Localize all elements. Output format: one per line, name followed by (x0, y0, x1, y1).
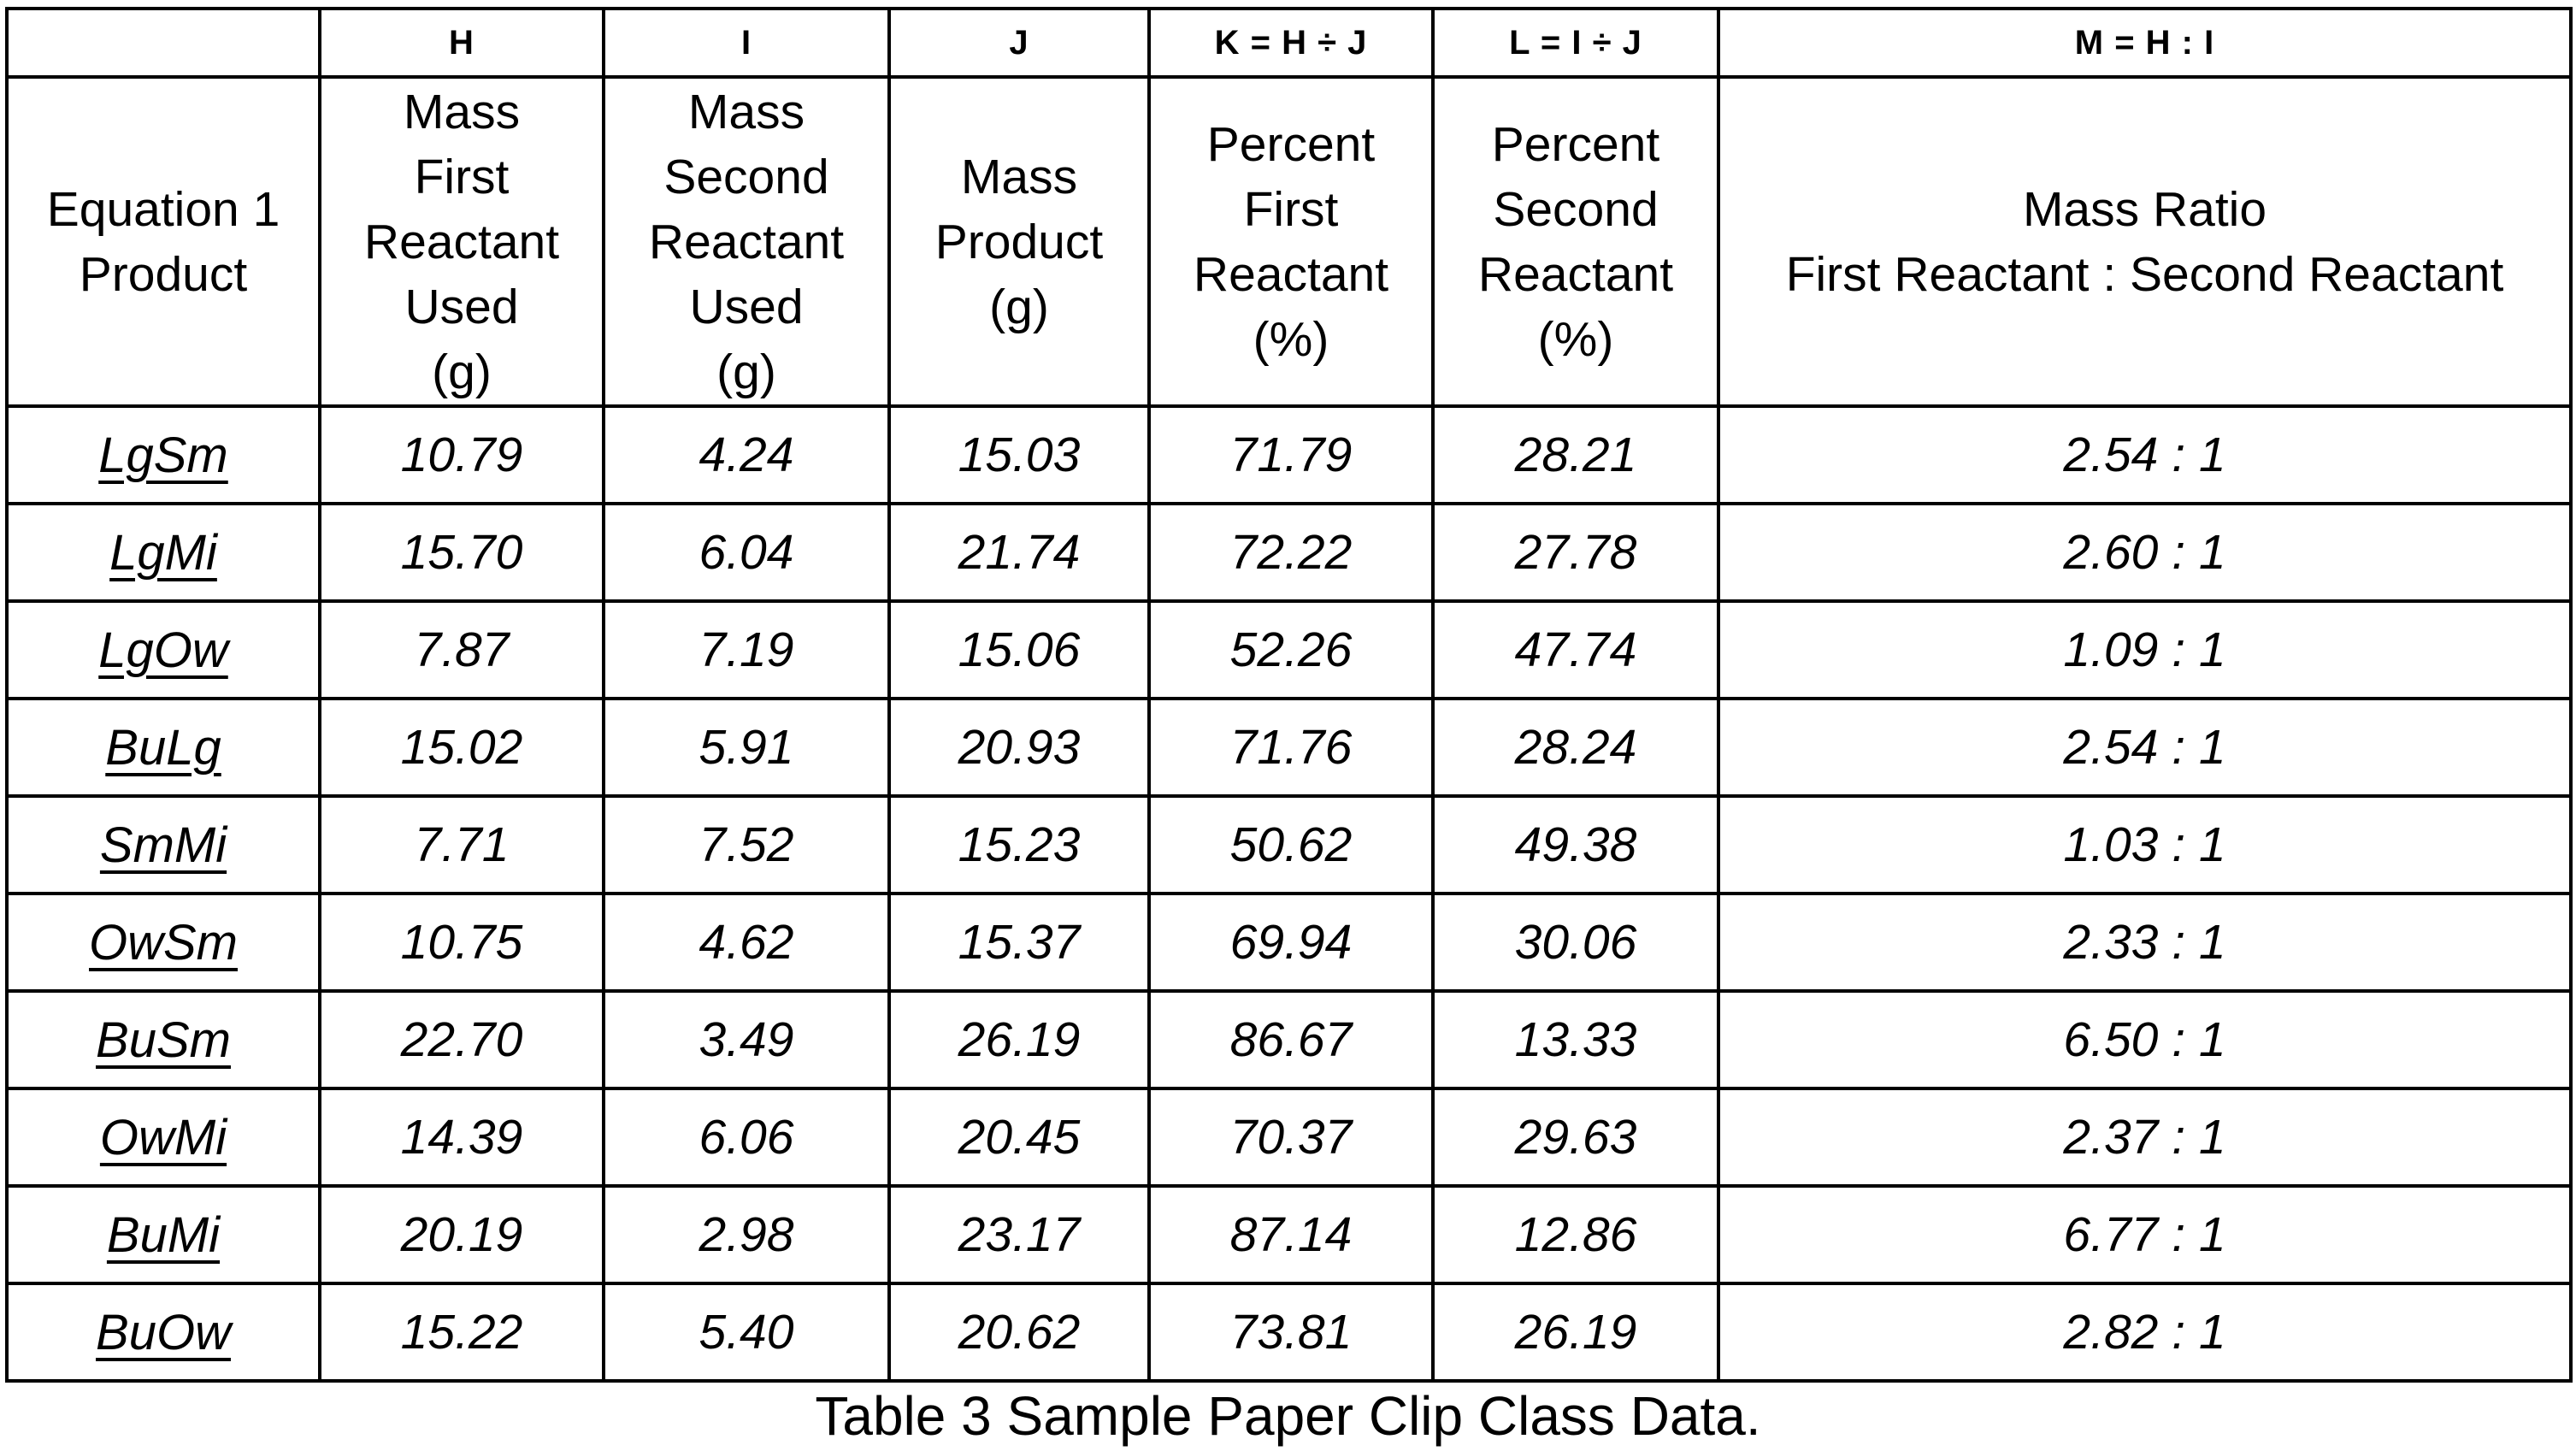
header-label: Mass First Reactant Used (g) (363, 84, 560, 399)
mass-ratio-cell: 1.09 : 1 (1718, 601, 2571, 699)
product-cell (7, 894, 320, 991)
column-letter: H (449, 23, 475, 62)
header-label: Percent Second Reactant (%) (1477, 116, 1674, 367)
percent-second-cell: 27.78 (1433, 504, 1718, 601)
mass-product-cell: 15.23 (889, 796, 1149, 894)
column-letter-row (7, 9, 2571, 77)
mass-product-cell: 21.74 (889, 504, 1149, 601)
percent-second-cell: 30.06 (1433, 894, 1718, 991)
table-caption: Table 3 Sample Paper Clip Class Data. (815, 1385, 1761, 1447)
mass-first-cell: 7.87 (320, 601, 604, 699)
percent-second-cell: 28.24 (1433, 699, 1718, 796)
column-letter: J (1009, 23, 1029, 62)
product-cell (7, 601, 320, 699)
percent-first-cell: 71.79 (1149, 406, 1433, 504)
mass-second-cell: 6.06 (604, 1088, 889, 1186)
product-cell (7, 1186, 320, 1283)
percent-first-cell: 72.22 (1149, 504, 1433, 601)
table-row (7, 894, 2571, 991)
mass-second-cell: 5.91 (604, 699, 889, 796)
percent-first-cell: 69.94 (1149, 894, 1433, 991)
table-row (7, 796, 2571, 894)
column-formula: M = H : I (2074, 23, 2215, 62)
percent-second-cell: 29.63 (1433, 1088, 1718, 1186)
product-name: LgOw (98, 622, 228, 678)
sample-data-table (5, 7, 2573, 1383)
percent-first-cell: 50.62 (1149, 796, 1433, 894)
mass-first-cell: 10.75 (320, 894, 604, 991)
mass-second-cell: 6.04 (604, 504, 889, 601)
column-formula: L = I ÷ J (1509, 23, 1642, 62)
mass-second-cell: 5.40 (604, 1283, 889, 1381)
percent-first-cell: 71.76 (1149, 699, 1433, 796)
percent-second-cell: 28.21 (1433, 406, 1718, 504)
mass-second-cell: 4.62 (604, 894, 889, 991)
mass-ratio-cell: 2.82 : 1 (1718, 1283, 2571, 1381)
data-table-container (5, 7, 2573, 1383)
header-cell-mass-ratio (1718, 77, 2571, 406)
header-label: Percent First Reactant (%) (1193, 116, 1389, 367)
mass-ratio-cell: 2.37 : 1 (1718, 1088, 2571, 1186)
mass-ratio-cell: 2.60 : 1 (1718, 504, 2571, 601)
product-name: OwMi (99, 1109, 227, 1165)
column-header-row (7, 77, 2571, 406)
product-cell (7, 991, 320, 1088)
header-label: Equation 1 Product (46, 181, 280, 302)
header-cell-product (7, 77, 320, 406)
percent-first-cell: 52.26 (1149, 601, 1433, 699)
mass-first-cell: 10.79 (320, 406, 604, 504)
percent-second-cell: 49.38 (1433, 796, 1718, 894)
product-cell (7, 504, 320, 601)
product-cell (7, 406, 320, 504)
product-cell (7, 1088, 320, 1186)
mass-product-cell: 15.37 (889, 894, 1149, 991)
percent-second-cell: 13.33 (1433, 991, 1718, 1088)
table-row (7, 1283, 2571, 1381)
header-label: Mass Product (g) (934, 149, 1104, 334)
header-cell-percent-second (1433, 77, 1718, 406)
table-row (7, 699, 2571, 796)
product-cell (7, 699, 320, 796)
product-cell (7, 1283, 320, 1381)
mass-ratio-cell: 6.50 : 1 (1718, 991, 2571, 1088)
header-cell-mass-product (889, 77, 1149, 406)
percent-second-cell: 12.86 (1433, 1186, 1718, 1283)
column-formula: K = H ÷ J (1214, 23, 1368, 62)
header-cell-mass-second (604, 77, 889, 406)
table-row (7, 406, 2571, 504)
product-name: BuMi (106, 1206, 221, 1263)
letter-cell-i (604, 9, 889, 77)
table-row (7, 1088, 2571, 1186)
mass-ratio-cell: 1.03 : 1 (1718, 796, 2571, 894)
product-name: BuLg (105, 719, 221, 776)
product-cell (7, 796, 320, 894)
product-name: LgSm (98, 427, 228, 483)
product-name: LgMi (109, 524, 217, 581)
mass-product-cell: 20.62 (889, 1283, 1149, 1381)
mass-product-cell: 20.45 (889, 1088, 1149, 1186)
mass-ratio-cell: 2.33 : 1 (1718, 894, 2571, 991)
mass-first-cell: 15.70 (320, 504, 604, 601)
header-cell-mass-first (320, 77, 604, 406)
table-row (7, 504, 2571, 601)
mass-first-cell: 14.39 (320, 1088, 604, 1186)
percent-second-cell: 47.74 (1433, 601, 1718, 699)
letter-cell-h (320, 9, 604, 77)
mass-first-cell: 22.70 (320, 991, 604, 1088)
mass-product-cell: 26.19 (889, 991, 1149, 1088)
column-letter: I (740, 23, 752, 62)
mass-first-cell: 7.71 (320, 796, 604, 894)
table-row (7, 1186, 2571, 1283)
mass-product-cell: 15.03 (889, 406, 1149, 504)
mass-product-cell: 20.93 (889, 699, 1149, 796)
table-row (7, 601, 2571, 699)
mass-second-cell: 3.49 (604, 991, 889, 1088)
mass-first-cell: 15.02 (320, 699, 604, 796)
mass-ratio-cell: 2.54 : 1 (1718, 406, 2571, 504)
product-name: BuSm (96, 1012, 231, 1068)
letter-cell-l (1433, 9, 1718, 77)
header-label: Mass Second Reactant Used (g) (648, 84, 845, 399)
mass-second-cell: 4.24 (604, 406, 889, 504)
letter-cell-m (1718, 9, 2571, 77)
letter-cell-j (889, 9, 1149, 77)
letter-cell-k (1149, 9, 1433, 77)
percent-first-cell: 86.67 (1149, 991, 1433, 1088)
product-name: OwSm (89, 914, 238, 970)
mass-product-cell: 23.17 (889, 1186, 1149, 1283)
mass-ratio-cell: 2.54 : 1 (1718, 699, 2571, 796)
percent-first-cell: 70.37 (1149, 1088, 1433, 1186)
mass-first-cell: 20.19 (320, 1186, 604, 1283)
mass-second-cell: 7.52 (604, 796, 889, 894)
percent-first-cell: 73.81 (1149, 1283, 1433, 1381)
product-name: SmMi (99, 817, 227, 873)
mass-second-cell: 2.98 (604, 1186, 889, 1283)
percent-second-cell: 26.19 (1433, 1283, 1718, 1381)
mass-ratio-cell: 6.77 : 1 (1718, 1186, 2571, 1283)
table-row (7, 991, 2571, 1088)
product-name: BuOw (96, 1304, 231, 1360)
header-label: Mass Ratio First Reactant : Second Reactant (1785, 181, 2504, 302)
letter-cell-empty (7, 9, 320, 77)
percent-first-cell: 87.14 (1149, 1186, 1433, 1283)
mass-product-cell: 15.06 (889, 601, 1149, 699)
mass-first-cell: 15.22 (320, 1283, 604, 1381)
mass-second-cell: 7.19 (604, 601, 889, 699)
header-cell-percent-first (1149, 77, 1433, 406)
